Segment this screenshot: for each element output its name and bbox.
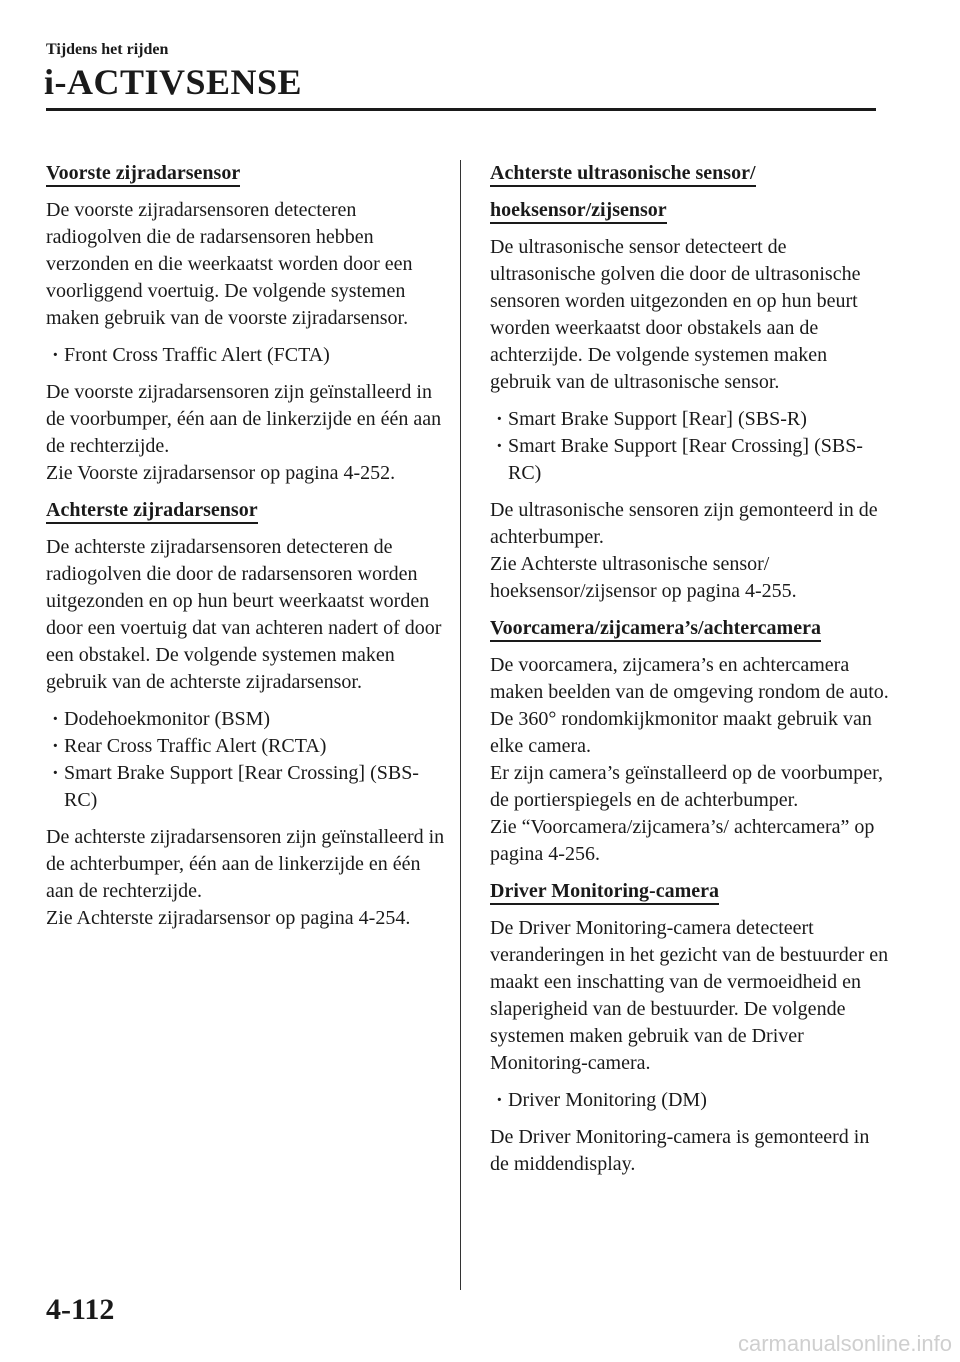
- right-column: [490, 160, 890, 1188]
- page-number: 4-112: [46, 1293, 115, 1326]
- column-divider: [460, 160, 461, 1290]
- list-item: · Dodehoekmonitor (BSM): [64, 706, 446, 733]
- paragraph: De achterste zijradarsensoren detecteren de radiogolven die door de radarsensoren worden uitgezonden en op hun beurt weerkaatst worden door een voertuig dat van achteren nadert of door een obstakel. De volgende systemen maken gebruik van de achterste zijradarsensor.: [46, 536, 442, 693]
- paragraph: De achterste zijradarsensoren zijn geïnstalleerd in de achterbumper, één aan de linkerzijde en één aan de rechterzijde.: [46, 826, 445, 902]
- cross-reference: Zie “Voorcamera/zijcamera’s/ achtercamera” op pagina 4-256.: [490, 816, 875, 865]
- list-item: · Driver Monitoring (DM): [508, 1087, 890, 1114]
- header-divider: [46, 108, 876, 111]
- list-item: · Smart Brake Support [Rear] (SBS-R): [508, 406, 890, 433]
- paragraph: De voorcamera, zijcamera’s en achtercamera maken beelden van de omgeving rondom de auto. De 360° rondomkijkmonitor maakt gebruik van elke camera.: [490, 654, 889, 757]
- paragraph: De ultrasonische sensoren zijn gemonteerd in de achterbumper.: [490, 499, 878, 548]
- list-item: · Smart Brake Support [Rear Crossing] (SBS-RC): [64, 760, 446, 814]
- left-column: [46, 160, 446, 942]
- paragraph: De Driver Monitoring-camera is gemonteerd in de middendisplay.: [490, 1126, 870, 1175]
- cross-reference: Zie Achterste ultrasonische sensor/ hoeksensor/zijsensor op pagina 4-255.: [490, 553, 797, 602]
- cross-reference: Zie Voorste zijradarsensor op pagina 4-252.: [46, 462, 396, 484]
- bullet-list: [490, 406, 890, 487]
- list-item: · Front Cross Traffic Alert (FCTA): [64, 342, 446, 369]
- chapter-title: i-ACTIVSENSE: [44, 62, 303, 102]
- bullet-list: [490, 1087, 890, 1114]
- section-label: Tijdens het rijden: [46, 41, 169, 58]
- list-item: · Smart Brake Support [Rear Crossing] (SBS-RC): [508, 433, 890, 487]
- paragraph: Er zijn camera’s geïnstalleerd op de voorbumper, de portierspiegels en de achterbumper.: [490, 762, 883, 811]
- list-item: · Rear Cross Traffic Alert (RCTA): [64, 733, 446, 760]
- paragraph: De Driver Monitoring-camera detecteert veranderingen in het gezicht van de bestuurder en maakt een inschatting van de vermoeidheid en slaperigheid van de bestuurder. De volgende systemen maken gebruik van de Driver Monitoring-camera.: [490, 917, 889, 1074]
- heading-rear-side-radar: Achterste zijradarsensor: [46, 499, 258, 524]
- heading-rear-ultrasonic-line1: Achterste ultrasonische sensor/: [490, 162, 756, 187]
- bullet-list: [46, 342, 446, 369]
- paragraph: De ultrasonische sensor detecteert de ultrasonische golven die door de ultrasonische sensoren worden uitgezonden en op hun beurt worden weerkaatst door obstakels aan de achterzijde. De volgende systemen maken gebruik van de ultrasonische sensor.: [490, 236, 861, 393]
- bullet-list: [46, 706, 446, 814]
- heading-driver-monitoring: Driver Monitoring-camera: [490, 880, 719, 905]
- heading-rear-ultrasonic-line2: hoeksensor/zijsensor: [490, 199, 667, 224]
- cross-reference: Zie Achterste zijradarsensor op pagina 4-254.: [46, 907, 411, 929]
- heading-cameras: Voorcamera/zijcamera’s/achtercamera: [490, 617, 821, 642]
- paragraph: De voorste zijradarsensoren detecteren radiogolven die de radarsensoren hebben verzonden en die weerkaatst worden door een voorliggend voertuig. De volgende systemen maken gebruik van de voorste zijradarsensor.: [46, 199, 413, 329]
- paragraph: De voorste zijradarsensoren zijn geïnstalleerd in de voorbumper, één aan de linkerzijde en één aan de rechterzijde.: [46, 381, 442, 457]
- watermark: carmanualsonline.info: [737, 1331, 952, 1356]
- heading-front-side-radar: Voorste zijradarsensor: [46, 162, 240, 187]
